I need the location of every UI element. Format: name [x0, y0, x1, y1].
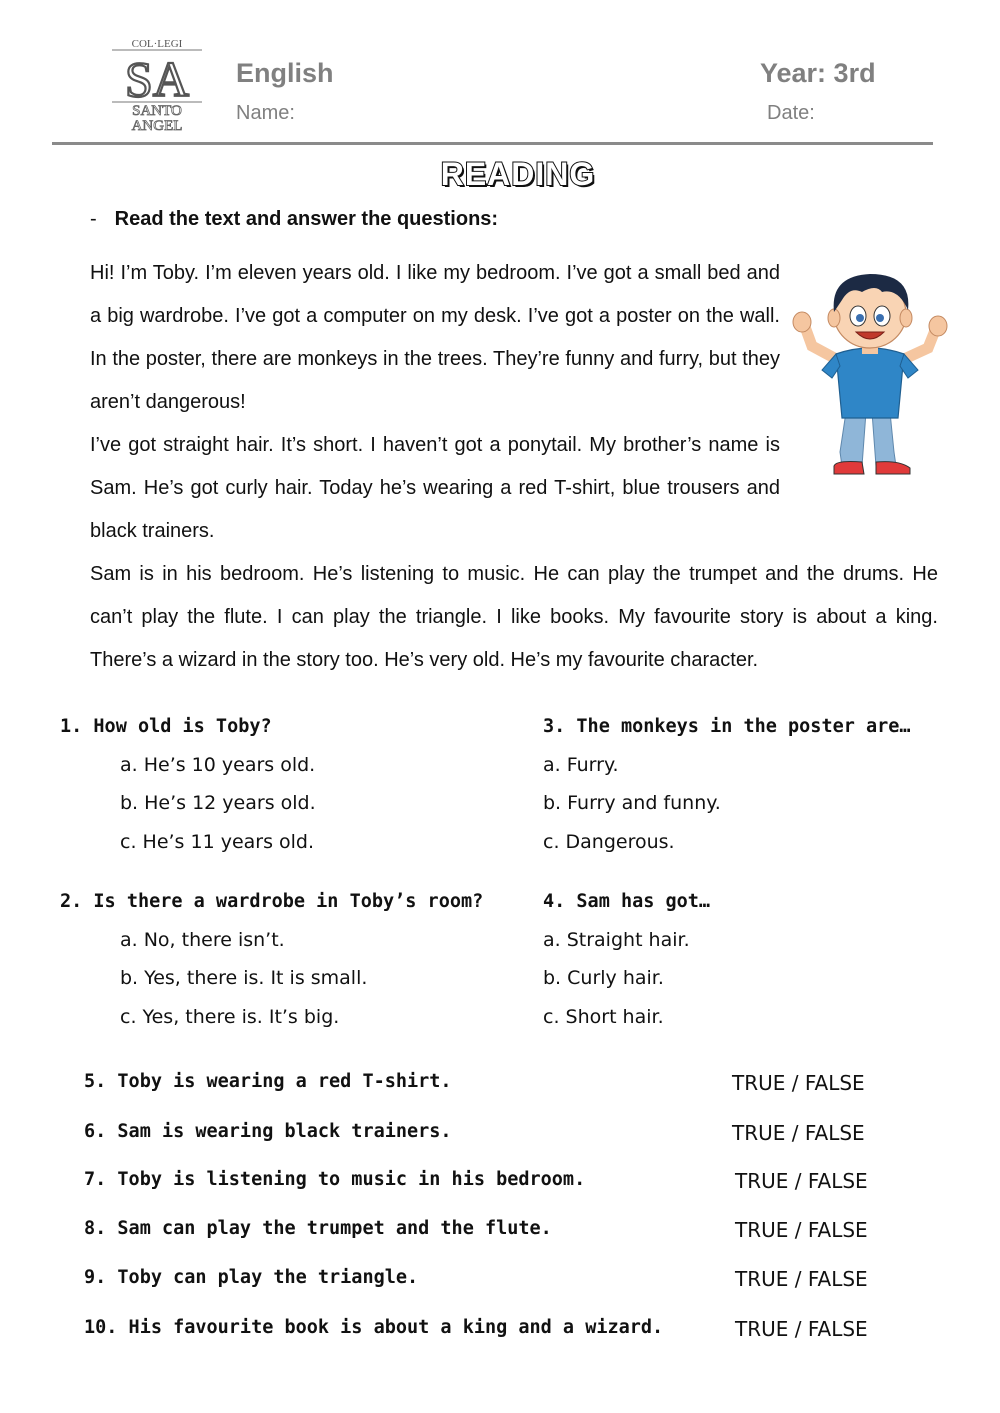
instruction-dash: - [90, 208, 97, 230]
tf-statement-7: 7. Toby is listening to music in his bedroom. [84, 1169, 586, 1190]
boy-illustration [790, 262, 950, 484]
question-4-option-b[interactable]: b. Curly hair. [543, 967, 664, 989]
subject-label: English [236, 58, 334, 88]
school-logo [108, 36, 206, 132]
question-1-option-b[interactable]: b. He’s 12 years old. [120, 792, 316, 814]
question-2-option-a[interactable]: a. No, there isn’t. [120, 929, 285, 951]
tf-answer-6[interactable]: TRUE / FALSE [732, 1121, 865, 1145]
question-3-option-b[interactable]: b. Furry and funny. [543, 792, 721, 814]
tf-statement-8: 8. Sam can play the trumpet and the flute. [84, 1218, 552, 1239]
year-label: Year: 3rd [760, 58, 876, 88]
tf-statement-10: 10. His favourite book is about a king and a wizard. [84, 1317, 664, 1338]
tf-answer-5[interactable]: TRUE / FALSE [732, 1071, 865, 1095]
instruction-text: Read the text and answer the questions: [114, 208, 499, 230]
question-3: 3. The monkeys in the poster are… [543, 716, 911, 737]
tf-answer-9[interactable]: TRUE / FALSE [735, 1267, 868, 1291]
tf-answer-8[interactable]: TRUE / FALSE [735, 1218, 868, 1242]
reading-paragraph-1: Hi! I’m Toby. I’m eleven years old. I like my bedroom. I’ve got a small bed and a big wardrobe. I’ve got a computer on my desk. I’ve got a poster on the wall. In the poster, there are monkeys in the trees. They’re funny and furry, but they aren’t dangerous! [90, 262, 780, 413]
instruction [90, 208, 498, 231]
svg-text:SANTO: SANTO [132, 103, 182, 119]
question-1-option-a[interactable]: a. He’s 10 years old. [120, 754, 316, 776]
name-field-label: Name: [236, 102, 295, 124]
question-3-option-a[interactable]: a. Furry. [543, 754, 619, 776]
question-2-option-b[interactable]: b. Yes, there is. It is small. [120, 967, 368, 989]
question-3-option-c[interactable]: c. Dangerous. [543, 831, 675, 853]
question-1: 1. How old is Toby? [60, 716, 272, 737]
question-4-option-a[interactable]: a. Straight hair. [543, 929, 690, 951]
svg-text:SA: SA [125, 51, 189, 107]
tf-statement-6: 6. Sam is wearing black trainers. [84, 1121, 452, 1142]
reading-paragraph-2: I’ve got straight hair. It’s short. I haven’t got a ponytail. My brother’s name is Sam. He’s got curly hair. Today he’s wearing a red T-shirt, blue trousers and black trainers. [90, 434, 780, 542]
svg-text:COL·LEGI: COL·LEGI [131, 38, 183, 50]
question-1-option-c[interactable]: c. He’s 11 years old. [120, 831, 315, 853]
question-4: 4. Sam has got… [543, 891, 711, 912]
header-divider [52, 142, 933, 145]
tf-answer-7[interactable]: TRUE / FALSE [735, 1169, 868, 1193]
date-field-label: Date: [767, 102, 815, 124]
question-4-option-c[interactable]: c. Short hair. [543, 1006, 664, 1028]
svg-text:ANGEL: ANGEL [131, 118, 183, 132]
page-title: READING [440, 156, 596, 192]
reading-paragraph-3: Sam is in his bedroom. He’s listening to music. He can play the trumpet and the drums. He can’t play the flute. I can play the triangle. I like books. My favourite story is about a king. There’s a wizard in the story too. He’s very old. He’s my favourite character. [90, 563, 938, 671]
tf-statement-5: 5. Toby is wearing a red T-shirt. [84, 1071, 452, 1092]
tf-answer-10[interactable]: TRUE / FALSE [735, 1317, 868, 1341]
question-2-option-c[interactable]: c. Yes, there is. It’s big. [120, 1006, 340, 1028]
question-2: 2. Is there a wardrobe in Toby’s room? [60, 891, 484, 912]
tf-statement-9: 9. Toby can play the triangle. [84, 1267, 419, 1288]
